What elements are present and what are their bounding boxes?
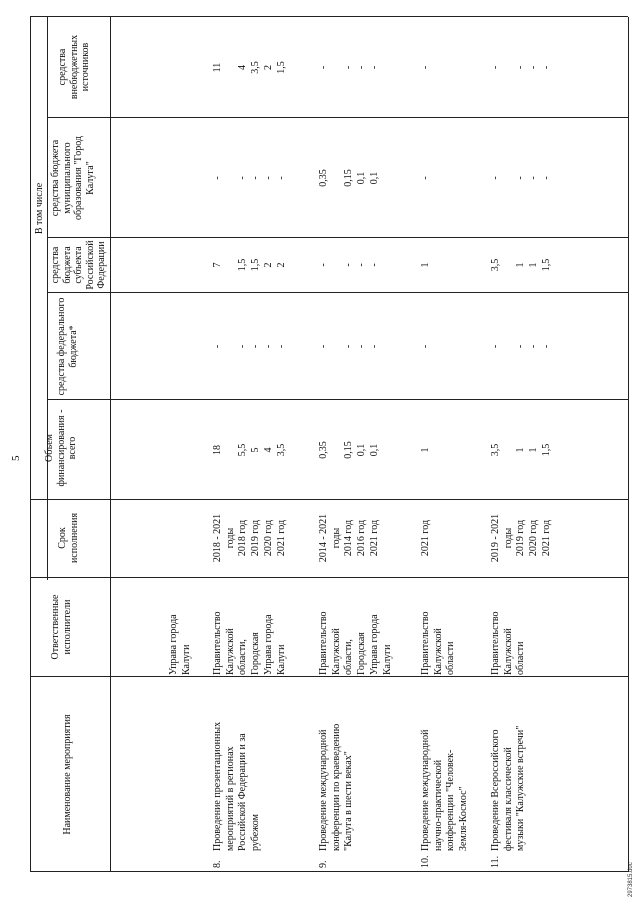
cell-extra: -	[368, 65, 380, 70]
cell-fed: -	[275, 344, 287, 349]
executor-line: Правительство	[212, 611, 223, 675]
cell-extra: 4	[237, 65, 249, 70]
executor-line: Правительство	[490, 611, 501, 675]
cell-subj: 3,5	[490, 258, 501, 272]
cell-subj: 1,5	[540, 258, 552, 272]
cell-term: 2019 - 2021	[490, 513, 501, 563]
event-name-line: "Калуга в шести веках"	[343, 751, 355, 851]
col-border	[30, 499, 628, 500]
col-border	[30, 577, 628, 578]
carryover-exec-2: Калуги	[181, 644, 192, 675]
event-name-line: Проведение Всероссийского	[490, 729, 501, 851]
cell-total: 0,35	[318, 441, 329, 459]
event-name-line: конференции по краеведению	[330, 723, 342, 851]
cell-extra: -	[540, 65, 552, 70]
cell-mun: -	[212, 176, 223, 180]
cell-extra: -	[490, 65, 501, 70]
cell-mun: -	[275, 176, 287, 180]
table-bottom-border	[628, 17, 629, 872]
header-federal: средства федерального бюджета*	[56, 297, 79, 396]
col-border	[47, 117, 628, 118]
cell-subj: 1	[515, 262, 527, 268]
page-number: 5	[10, 455, 22, 461]
col-border	[30, 676, 628, 677]
cell-mun: -	[262, 176, 274, 180]
cell-mun: 0,15	[343, 169, 355, 187]
executor-line: области,	[343, 639, 355, 675]
cell-subj: 1,5	[237, 258, 249, 272]
footer-code: 2973815.doc	[628, 862, 634, 897]
cell-fed: -	[540, 344, 552, 349]
executor-line: Управа города	[368, 614, 380, 675]
cell-subj: 1	[420, 262, 431, 268]
event-name-line: Российской Федерации и за	[237, 733, 249, 851]
cell-fed: -	[420, 344, 431, 349]
group-header-border	[47, 17, 48, 580]
cell-term: 2021 год	[540, 519, 552, 557]
cell-extra: 3,5	[250, 61, 262, 74]
header-bottom-border	[110, 17, 111, 872]
cell-fed: -	[343, 344, 355, 349]
cell-mun: -	[490, 176, 501, 180]
cell-subj: 1,5	[250, 258, 262, 272]
event-name-line: музыки "Калужские встречи"	[515, 725, 527, 851]
cell-total: 1	[528, 447, 540, 453]
cell-total: 0,15	[343, 441, 355, 459]
event-name-line: научно-практической	[432, 759, 444, 851]
cell-term: годы	[330, 527, 342, 549]
cell-total: 1,5	[540, 443, 552, 457]
cell-total: 1	[515, 447, 527, 453]
cell-term: 2014 - 2021	[318, 513, 329, 563]
cell-term: 2021 год	[368, 519, 380, 557]
cell-term: 2021 год	[275, 519, 287, 557]
cell-term: 2020 год	[528, 519, 540, 557]
cell-fed: -	[490, 344, 501, 349]
cell-total: 4	[262, 447, 274, 453]
table-top-border	[30, 17, 31, 872]
cell-mun: -	[515, 176, 527, 180]
cell-subj: -	[356, 263, 368, 267]
cell-extra: -	[318, 65, 329, 70]
cell-extra: -	[343, 65, 355, 70]
cell-fed: -	[318, 344, 329, 349]
carryover-exec-1: Управа города	[168, 614, 179, 675]
cell-extra: 2	[262, 65, 274, 70]
cell-extra: 11	[212, 62, 223, 73]
event-name-line: рубежом	[250, 814, 262, 851]
cell-term: годы	[502, 527, 514, 549]
executor-line: Калуги	[275, 644, 287, 675]
cell-subj: -	[343, 263, 355, 267]
cell-extra: -	[515, 65, 527, 70]
cell-mun: -	[540, 176, 552, 180]
cell-mun: 0,1	[368, 171, 380, 185]
cell-total: 5,5	[237, 443, 249, 457]
header-executors: Ответственные исполнители	[50, 594, 73, 660]
cell-extra: -	[356, 65, 368, 70]
cell-term: 2018 год	[237, 519, 249, 557]
cell-term: 2020 год	[262, 519, 274, 557]
header-total: Объем финансирования - всего	[44, 409, 78, 487]
executor-line: Городская	[356, 632, 368, 675]
event-name-line: Проведение международной	[420, 729, 431, 851]
cell-subj: 7	[212, 262, 223, 268]
cell-subj: 2	[262, 262, 274, 268]
col-border	[47, 292, 628, 293]
header-subject: средства бюджета субъекта Российской Федерации	[50, 240, 107, 290]
cell-fed: -	[515, 344, 527, 349]
cell-total: 18	[212, 445, 223, 455]
cell-total: 0,1	[356, 443, 368, 457]
cell-term: 2018 - 2021	[212, 513, 223, 563]
executor-line: Калуги	[381, 644, 393, 675]
cell-fed: -	[262, 344, 274, 349]
row-number: 8.	[212, 860, 223, 868]
cell-fed: -	[212, 344, 223, 349]
executor-line: Городская	[250, 632, 262, 675]
cell-term: 2016 год	[356, 519, 368, 557]
cell-extra: -	[420, 65, 431, 70]
executor-line: Правительство	[318, 611, 329, 675]
header-group: В том числе	[34, 182, 45, 235]
cell-total: 1	[420, 447, 431, 453]
executor-line: области	[515, 641, 527, 675]
event-name-line: Проведение презентационных	[212, 721, 223, 851]
executor-line: Калужской	[502, 628, 514, 675]
cell-mun: -	[528, 176, 540, 180]
header-term: Срок исполнения	[57, 512, 80, 564]
col-border	[47, 399, 628, 400]
executor-line: области,	[237, 639, 249, 675]
row-number: 11.	[490, 855, 501, 868]
cell-total: 0,1	[368, 443, 380, 457]
cell-subj: 1	[528, 262, 540, 268]
executor-line: Управа города	[262, 614, 274, 675]
executor-line: Правительство	[420, 611, 431, 675]
col-border	[30, 16, 628, 17]
cell-fed: -	[368, 344, 380, 349]
header-extrabudget: средства внебюджетных источников	[57, 34, 91, 100]
executor-line: Калужской	[432, 628, 444, 675]
cell-subj: -	[368, 263, 380, 267]
cell-term: 2019 год	[515, 519, 527, 557]
cell-mun: 0,1	[356, 171, 368, 185]
cell-term: 2014 год	[343, 519, 355, 557]
executor-line: Калужской	[330, 628, 342, 675]
event-name-line: конференции "Человек-	[445, 749, 457, 851]
cell-term: 2021 год	[420, 519, 431, 557]
cell-subj: -	[318, 263, 329, 267]
cell-fed: -	[237, 344, 249, 349]
cell-mun: 0,35	[318, 169, 329, 187]
cell-mun: -	[237, 176, 249, 180]
cell-mun: -	[420, 176, 431, 180]
cell-fed: -	[250, 344, 262, 349]
event-name-line: Проведение международной	[318, 729, 329, 851]
event-name-line: Земля-Космос"	[458, 786, 470, 851]
cell-fed: -	[356, 344, 368, 349]
cell-term: 2019 год	[250, 519, 262, 557]
cell-subj: 2	[275, 262, 287, 268]
cell-total: 5	[250, 447, 262, 453]
event-name-line: мероприятий в регионах	[224, 746, 236, 851]
cell-mun: -	[250, 176, 262, 180]
row-number: 9.	[318, 860, 329, 868]
header-name: Наименование мероприятия	[62, 714, 73, 835]
cell-total: 3,5	[490, 443, 501, 457]
cell-term: годы	[224, 527, 236, 549]
cell-fed: -	[528, 344, 540, 349]
cell-total: 3,5	[275, 443, 287, 457]
cell-extra: 1,5	[275, 61, 287, 74]
header-municipal: средства бюджета муниципального образования "Город Калуга"	[50, 135, 96, 221]
event-name-line: фестиваля классической	[502, 747, 514, 851]
row-number: 10.	[420, 855, 431, 868]
cell-extra: -	[528, 65, 540, 70]
col-border	[30, 871, 628, 872]
executor-line: Калужской	[224, 628, 236, 675]
executor-line: области	[445, 641, 457, 675]
